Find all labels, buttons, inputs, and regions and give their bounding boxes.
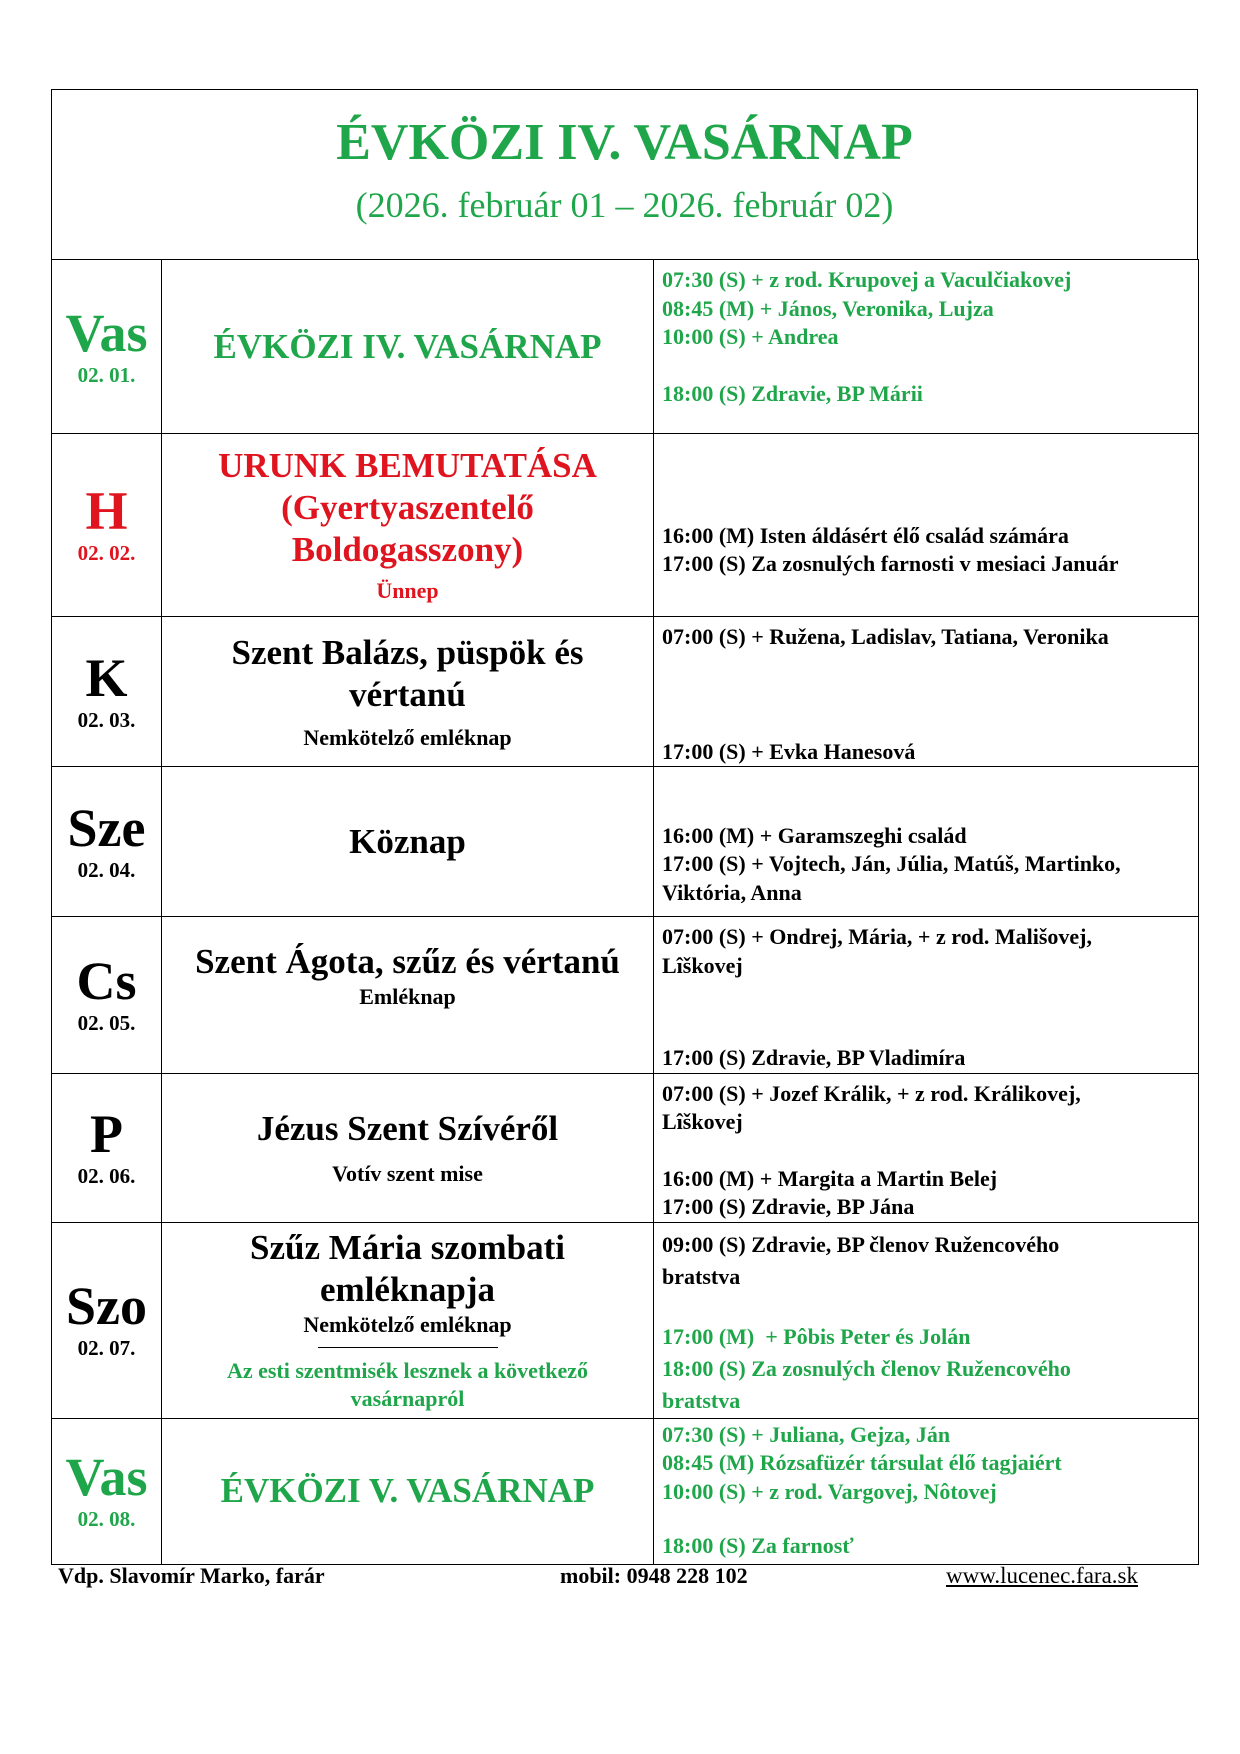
feast-cell [162, 1418, 654, 1564]
day-cell [52, 434, 162, 617]
feast-title: Boldogasszony) [291, 530, 524, 569]
mass-entry: 08:45 (M) Rózsafüzér társulat élő tagjaiért [662, 1450, 1062, 1475]
mass-entry: 18:00 (S) Za zosnulých členov Ružencového [662, 1355, 1071, 1381]
table-row [52, 1073, 1199, 1222]
header [51, 89, 1198, 259]
masses-cell [654, 1073, 1199, 1222]
mass-entry: 16:00 (M) + Margita a Martin Belej [662, 1165, 998, 1191]
feast-title: Szűz Mária szombati [250, 1228, 565, 1267]
feast-rank: Votív szent mise [332, 1160, 483, 1186]
feast-title: Jézus Szent Szívéről [256, 1108, 559, 1148]
feast-cell [162, 1073, 654, 1222]
masses-cell [654, 260, 1199, 434]
day-date: 02. 02. [77, 541, 136, 565]
table-row [52, 917, 1199, 1074]
mass-entry: 07:00 (S) + Ružena, Ladislav, Tatiana, Veronika [662, 624, 1109, 649]
evening-mass-note: Az esti szentmisék lesznek a következő [226, 1358, 589, 1383]
feast-title: ÉVKÖZI V. VASÁRNAP [220, 1471, 595, 1510]
day-abbr: Vas [65, 302, 148, 363]
masses-cell [654, 617, 1199, 767]
day-cell [52, 767, 162, 917]
mass-entry: Lîškovej [662, 1109, 743, 1134]
day-date: 02. 01. [77, 362, 136, 387]
masses-cell [654, 1418, 1199, 1564]
day-date: 02. 04. [77, 857, 136, 882]
mass-entry: 17:00 (S) + Vojtech, Ján, Júlia, Matúš, Martinko, [662, 851, 1121, 877]
mass-entry: 07:00 (S) + Ondrej, Mária, + z rod. Mališovej, [662, 924, 1092, 949]
mass-entry: 09:00 (S) Zdravie, BP členov Ružencového [662, 1231, 1060, 1257]
feast-title: (Gyertyaszentelő [281, 488, 534, 527]
date-range: (2026. február 01 – 2026. február 02) [355, 185, 894, 225]
mass-entry: 17:00 (S) + Evka Hanesová [662, 738, 916, 764]
feast-title: ÉVKÖZI IV. VASÁRNAP [213, 326, 602, 366]
feast-title: Szent Balázs, püspök és [231, 632, 584, 672]
day-abbr: Szo [66, 1276, 147, 1336]
table-row [52, 767, 1199, 917]
mass-entry: 08:45 (M) + János, Veronika, Lujza [662, 295, 994, 321]
day-date: 02. 06. [77, 1163, 136, 1188]
feast-title: Szent Ágota, szűz és vértanú [195, 942, 620, 981]
feast-rank: Nemkötelző emléknap [303, 1312, 512, 1337]
feast-title: URUNK BEMUTATÁSA [218, 446, 597, 485]
masses-cell [654, 917, 1199, 1074]
feast-cell [162, 767, 654, 917]
feast-cell [162, 1222, 654, 1418]
mass-entry: 07:00 (S) + Jozef Králik, + z rod. Králikovej, [662, 1080, 1081, 1106]
feast-rank: Emléknap [359, 984, 456, 1009]
day-date: 02. 03. [77, 707, 136, 732]
mass-entry: 18:00 (S) Zdravie, BP Márii [662, 380, 923, 406]
day-date: 02. 07. [77, 1336, 136, 1360]
masses-cell [654, 767, 1199, 917]
mass-entry: 17:00 (S) Zdravie, BP Jána [662, 1194, 915, 1219]
evening-mass-note: vasárnapról [350, 1386, 465, 1411]
masses-cell [654, 1222, 1199, 1418]
day-date: 02. 08. [77, 1507, 136, 1531]
mass-entry: Viktória, Anna [662, 879, 802, 905]
mass-entry: bratstva [662, 1263, 741, 1289]
divider [162, 1339, 653, 1357]
mass-entry: 17:00 (S) Zdravie, BP Vladimíra [662, 1045, 966, 1070]
day-date: 02. 05. [77, 1010, 136, 1035]
schedule-table [51, 259, 1199, 1565]
feast-cell [162, 434, 654, 617]
day-cell [52, 917, 162, 1074]
table-row [52, 617, 1199, 767]
feast-cell [162, 917, 654, 1074]
day-cell [52, 617, 162, 767]
mass-entry: 17:00 (M) + Pôbis Peter és Jolán [662, 1323, 971, 1349]
day-abbr: Cs [76, 950, 137, 1011]
day-cell [52, 260, 162, 434]
mass-entry: 10:00 (S) + z rod. Vargovej, Nôtovej [662, 1478, 997, 1504]
feast-title: emléknapja [320, 1270, 495, 1309]
feast-cell [162, 617, 654, 767]
mass-entry: 16:00 (M) + Garamszeghi család [662, 822, 967, 848]
day-abbr: K [85, 647, 128, 708]
feast-title: vértanú [349, 674, 466, 714]
feast-rank: Ünnep [376, 578, 439, 603]
day-abbr: P [90, 1103, 123, 1164]
mass-entry: 10:00 (S) + Andrea [662, 324, 839, 349]
day-abbr: H [85, 481, 128, 541]
day-cell [52, 1222, 162, 1418]
phone-number: mobil: 0948 228 102 [560, 1563, 748, 1588]
table-row [52, 1418, 1199, 1564]
page-title: ÉVKÖZI IV. VASÁRNAP [336, 114, 913, 171]
mass-entry: 07:30 (S) + z rod. Krupovej a Vaculčiakovej [662, 267, 1072, 292]
table-row [52, 434, 1199, 617]
schedule-sheet [51, 89, 1198, 1565]
mass-entry: 16:00 (M) Isten áldásért élő család számára [662, 522, 1069, 548]
website-link[interactable]: www.lucenec.fara.sk [946, 1563, 1138, 1588]
mass-entry: 07:30 (S) + Juliana, Gejza, Ján [662, 1421, 951, 1447]
feast-title: Köznap [349, 821, 466, 861]
mass-entry: 17:00 (S) Za zosnulých farnosti v mesiaci Január [662, 551, 1119, 576]
table-row [52, 1222, 1199, 1418]
day-abbr: Vas [65, 1447, 148, 1507]
day-cell [52, 1073, 162, 1222]
feast-rank: Nemkötelző emléknap [303, 724, 512, 750]
mass-entry: Lîškovej [662, 952, 743, 978]
day-cell [52, 1418, 162, 1564]
feast-cell [162, 260, 654, 434]
masses-cell [654, 434, 1199, 617]
day-abbr: Sze [67, 797, 146, 858]
mass-entry: 18:00 (S) Za farnosť [662, 1533, 854, 1558]
table-row [52, 260, 1199, 434]
mass-entry: bratstva [662, 1387, 741, 1413]
priest-name: Vdp. Slavomír Marko, farár [58, 1563, 325, 1588]
